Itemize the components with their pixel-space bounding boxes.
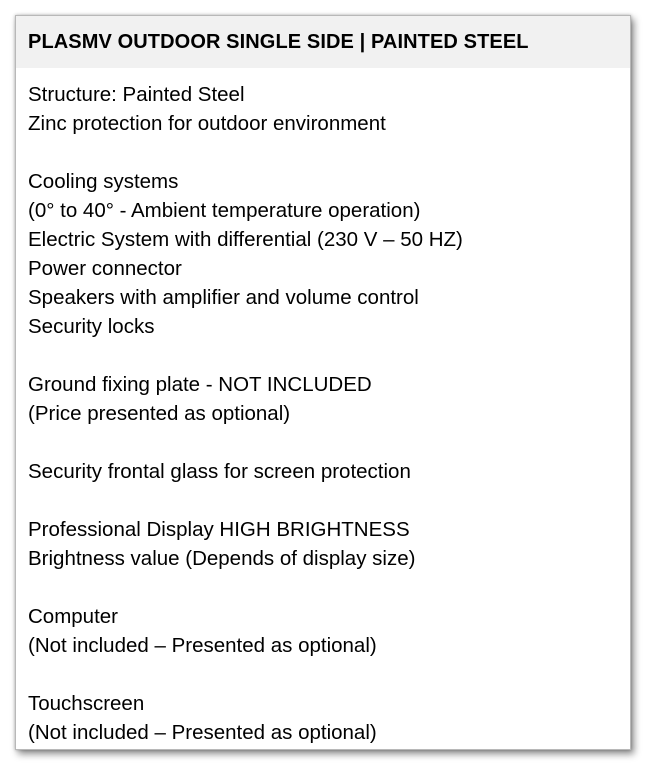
spacer bbox=[28, 486, 630, 515]
spec-header bbox=[16, 16, 630, 68]
spec-line: (Price presented as optional) bbox=[28, 402, 291, 425]
spec-line: Security locks bbox=[28, 315, 155, 338]
spacer bbox=[28, 341, 630, 370]
spec-line: (Not included – Presented as optional) bbox=[28, 634, 377, 657]
spec-line: (Not included – Presented as optional) bbox=[28, 721, 377, 744]
spec-card bbox=[15, 15, 631, 750]
spec-line: Structure: Painted Steel bbox=[28, 83, 245, 106]
spec-group-touchscreen bbox=[28, 689, 630, 747]
spacer bbox=[28, 138, 630, 167]
spacer bbox=[28, 660, 630, 689]
spec-line: (0° to 40° - Ambient temperature operation) bbox=[28, 199, 421, 222]
spec-line: Cooling systems bbox=[28, 170, 179, 193]
spec-line: Electric System with differential (230 V – 50 HZ) bbox=[28, 228, 463, 251]
spec-title: PLASMV OUTDOOR SINGLE SIDE | PAINTED STEEL bbox=[28, 30, 529, 53]
spec-group-systems bbox=[28, 167, 630, 341]
spec-line: Speakers with amplifier and volume control bbox=[28, 286, 419, 309]
spec-body bbox=[16, 68, 630, 747]
spec-line: Ground fixing plate - NOT INCLUDED bbox=[28, 373, 372, 396]
spec-group-display bbox=[28, 515, 630, 573]
spec-line: Brightness value (Depends of display size) bbox=[28, 547, 416, 570]
spec-group-computer bbox=[28, 602, 630, 660]
spec-line: Touchscreen bbox=[28, 692, 145, 715]
spec-line: Professional Display HIGH BRIGHTNESS bbox=[28, 518, 410, 541]
spacer bbox=[28, 428, 630, 457]
spec-line: Zinc protection for outdoor environment bbox=[28, 112, 386, 135]
spec-line: Power connector bbox=[28, 257, 182, 280]
spacer bbox=[28, 573, 630, 602]
spec-group-structure bbox=[28, 80, 630, 138]
spec-line: Security frontal glass for screen protection bbox=[28, 460, 411, 483]
spec-group-glass bbox=[28, 457, 630, 486]
spec-group-fixing-plate bbox=[28, 370, 630, 428]
spec-line: Computer bbox=[28, 605, 119, 628]
